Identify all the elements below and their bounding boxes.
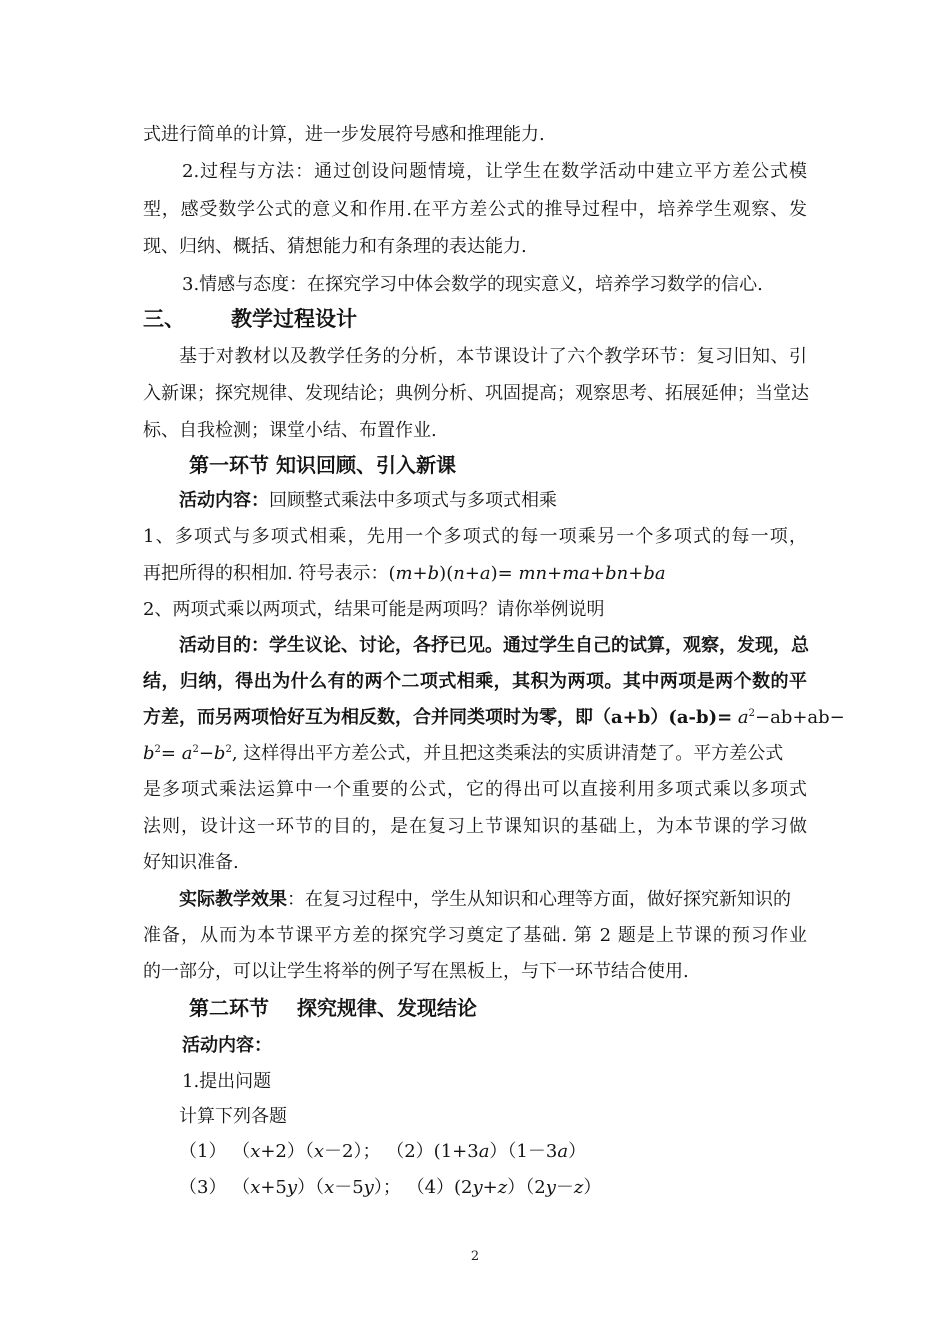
purpose-line-1: 活动目的：学生议论、讨论，各抒已见。通过学生自己的试算，观察，发现，总 [179, 635, 809, 656]
item-2: 2、两项式乘以两项式，结果可能是两项吗？请你举例说明 [143, 599, 605, 620]
step-2-title: 第二环节 探究规律、发现结论 [189, 996, 477, 1020]
effect-line-1 [179, 888, 807, 912]
intro-line-2: 入新课；探究规律、发现结论；典例分析、巩固提高；观察思考、拓展延伸；当堂达 [143, 383, 809, 404]
purpose-line-4-text: , 这样得出平方差公式，并且把这类乘法的实质讲清楚了。平方差公式 [231, 743, 784, 764]
purpose-line-5: 是多项式乘法运算中一个重要的公式，它的得出可以直接利用多项式乘以多项式 [143, 779, 807, 800]
purpose-line-2: 结，归纳，得出为什么有的两个二项式相乘，其积为两项。其中两项是两个数的平 [143, 671, 807, 692]
item-1-line-1: 1、多项式与多项式相乘，先用一个多项式的每一项乘另一个多项式的每一项， [143, 526, 807, 547]
question-label: 1.提出问题 [182, 1071, 272, 1092]
objective-2-line-3: 现、归纳、概括、猜想能力和有条理的表达能力. [143, 236, 527, 257]
purpose-line-3-text: 方差，而另两项恰好互为相反数，合并同类项时为零，即（a+b）(a-b)= [143, 707, 733, 728]
effect-label: 实际教学效果 [179, 889, 287, 910]
item-1-line-2-prefix: 再把所得的积相加. 符号表示：( [143, 563, 396, 584]
step-1-activity-text: 回顾整式乘法中多项式与多项式相乘 [269, 490, 557, 511]
exercise-row-2: （3） （x+5y）（x－5y）； （4）(2y+z）（2y－z） [179, 1177, 602, 1198]
objective-2-line-2: 型，感受数学公式的意义和作用.在平方差公式的推导过程中，培养学生观察、发 [143, 199, 807, 220]
intro-line-1: 基于对教材以及教学任务的分析，本节课设计了六个教学环节：复习旧知、引 [179, 346, 807, 367]
effect-line-3: 的一部分，可以让学生将举的例子写在黑板上，与下一环节结合使用. [143, 961, 689, 982]
effect-line-1-text: ：在复习过程中，学生从知识和心理等方面，做好探究新知识的 [287, 889, 791, 910]
objective-3: 3.情感与态度：在探究学习中体会数学的现实意义，培养学习数学的信心. [182, 274, 763, 295]
purpose-line-7: 好知识准备. [143, 852, 239, 873]
effect-line-2: 准备，从而为本节课平方差的探究学习奠定了基础. 第 2 题是上节课的预习作业 [143, 925, 807, 946]
page-number: 2 [470, 1249, 480, 1264]
step-2-activity-label: 活动内容： [182, 1035, 272, 1056]
exercise-row-1: （1） （x+2）（x－2）； （2）(1+3a）（1－3a） [179, 1141, 587, 1162]
objective-2-line-1: 2.过程与方法：通过创设问题情境，让学生在数学活动中建立平方差公式模 [182, 161, 807, 182]
purpose-line-6: 法则，设计这一环节的目的，是在复习上节课知识的基础上，为本节课的学习做 [143, 816, 807, 837]
section-heading [143, 307, 807, 331]
step-1-activity-label: 活动内容： [179, 490, 269, 511]
intro-line-3: 标、自我检测；课堂小结、布置作业. [143, 420, 437, 441]
purpose-line-4: $b^2= a^2-b^2$, 这样得出平方差公式，并且把这类乘法的实质讲清楚了。平方差公式 [143, 743, 784, 764]
purpose-line-3: 方差，而另两项恰好互为相反数，合并同类项时为零，即$(a+b)(a-b)= a^2-ab+ab-$ [143, 707, 845, 728]
step-1-activity [179, 489, 807, 513]
step-1-title: 第一环节 知识回顾、引入新课 [189, 453, 456, 477]
section-title: 教学过程设计 [231, 306, 357, 331]
objectives-continuation: 式进行简单的计算，进一步发展符号感和推理能力. [143, 124, 545, 145]
item-1-line-2: 再把所得的积相加. 符号表示：(m+b)(n+a)= mn+ma+bn+ba [143, 563, 666, 584]
calc-label: 计算下列各题 [179, 1106, 287, 1127]
section-number: 三、 [143, 306, 185, 331]
